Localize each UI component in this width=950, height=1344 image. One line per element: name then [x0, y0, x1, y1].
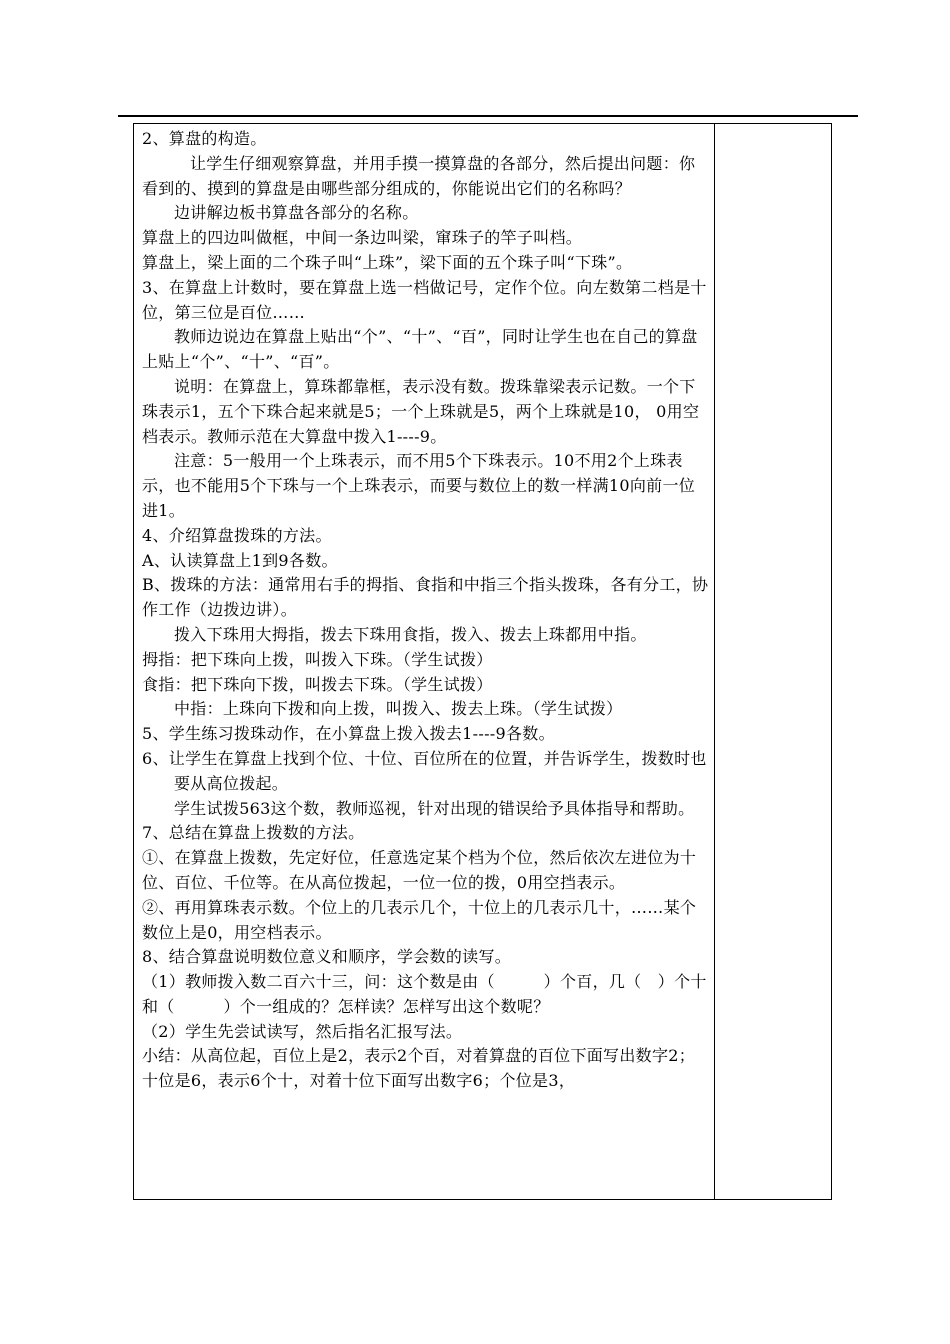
paragraph: 让学生仔细观察算盘，并用手摸一摸算盘的各部分，然后提出问题：你看到的、摸到的算盘是由哪些部分组成的，你能说出它们的名称吗？: [142, 153, 696, 198]
paragraph: （2）学生先尝试读写，然后指名汇报写法。: [142, 1021, 463, 1041]
paragraph: 说明：在算盘上，算珠都靠框，表示没有数。拨珠靠梁表示记数。一个下珠表示1，五个下珠合起来就是5；一个上珠就是5，两个上珠就是10， 0用空档表示。教师示范在大算盘中拨入1----9。: [142, 376, 700, 446]
paragraph: 边讲解边板书算盘各部分的名称。: [174, 203, 419, 223]
paragraph: 注意：5一般用一个上珠表示，而不用5个下珠表示。10不用2个上珠表示，也不能用5个下珠与一个上珠表示，而要与数位上的数一样满10向前一位进1。: [142, 451, 696, 520]
paragraph: A、认读算盘上1到9各数。: [142, 550, 338, 570]
paragraph: 食指：把下珠向下拨，叫拨去下珠。（学生试拨）: [142, 674, 493, 694]
header-rule: [118, 115, 858, 117]
paragraph: 7、总结在算盘上拨数的方法。: [142, 823, 365, 843]
notes-column-cell: [715, 124, 831, 1199]
paragraph: 拇指：把下珠向上拨，叫拨入下珠。（学生试拨）: [142, 649, 493, 669]
paragraph: 算盘上的四边叫做框，中间一条边叫梁，窜珠子的竿子叫档。: [142, 228, 583, 248]
paragraph: 8、结合算盘说明数位意义和顺序，学会数的读写。: [142, 947, 512, 967]
paragraph: B、拨珠的方法：通常用右手的拇指、食指和中指三个指头拨珠，各有分工，协作工作（边拨边讲）。: [142, 575, 709, 620]
paragraph: 拨入下珠用大拇指，拨去下珠用食指，拨入、拨去上珠都用中指。: [174, 624, 647, 644]
paragraph: 学生试拨563这个数，教师巡视，针对出现的错误给予具体指导和帮助。: [174, 798, 695, 818]
lesson-table: [133, 123, 832, 1200]
paragraph: ①、在算盘上拨数，先定好位，任意选定某个档为个位，然后依次左进位为十位、百位、千位等。在从高位拨起，一位一位的拨，0用空挡表示。: [142, 848, 697, 892]
paragraph: 算盘上，梁上面的二个珠子叫“上珠”，梁下面的五个珠子叫“下珠”。: [142, 252, 633, 272]
paragraph: 2、算盘的构造。: [142, 129, 267, 148]
paragraph: 小结：从高位起，百位上是2，表示2个百，对着算盘的百位下面写出数字2；十位是6，表示6个十，对着十位下面写出数字6；个位是3，: [142, 1046, 696, 1091]
paragraph: ②、再用算珠表示数。个位上的几表示几个，十位上的几表示几十，……某个数位上是0，用空档表示。: [142, 897, 697, 942]
paragraph: 3、在算盘上计数时，要在算盘上选一档做记号，定作个位。向左数第二档是十位，第三位是百位……: [142, 277, 707, 322]
paragraph: 4、介绍算盘拨珠的方法。: [142, 525, 332, 545]
paragraph: 5、学生练习拨珠动作，在小算盘上拨入拨去1----9各数。: [142, 724, 555, 744]
paragraph: 中指：上珠向下拨和向上拨，叫拨入、拨去上珠。（学生试拨）: [174, 699, 623, 719]
paragraph: 6、让学生在算盘上找到个位、十位、百位所在的位置，并告诉学生，拨数时也要从高位拨起。: [142, 748, 707, 793]
paragraph: 教师边说边在算盘上贴出“个”、“十”、“百”，同时让学生也在自己的算盘上贴上“个”、“十”、“百”。: [142, 327, 698, 372]
paragraph: （1）教师拨入数二百六十三，问：这个数是由（ ）个百，几（ ）个十和（ ）个一组成的？怎样读？怎样写出这个数呢？: [142, 972, 707, 1016]
lesson-content-cell: [134, 124, 715, 1199]
